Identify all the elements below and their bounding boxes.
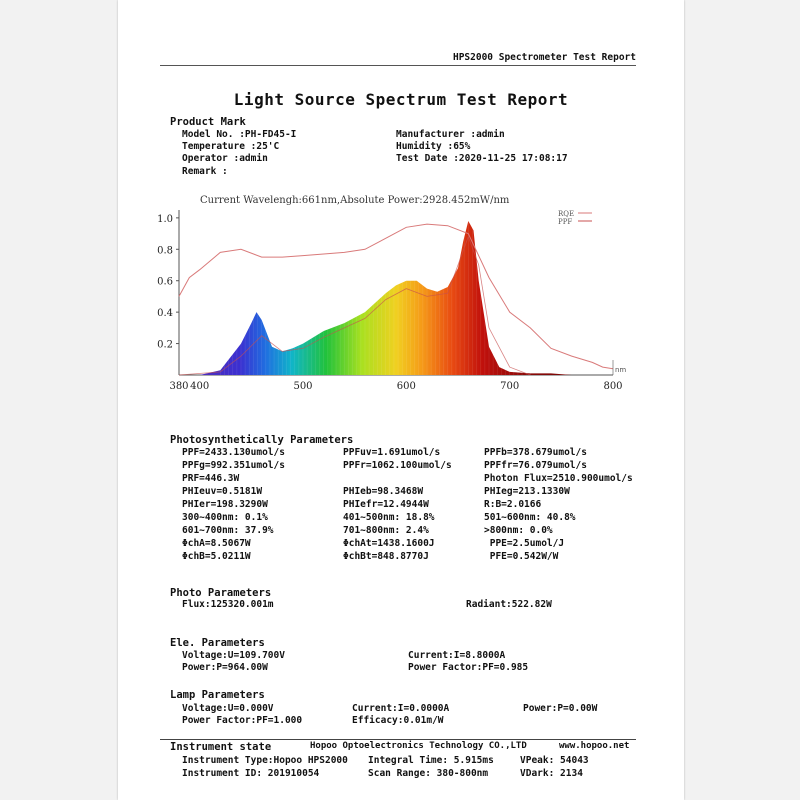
ele-power-factor: Power Factor:PF=0.985 [408, 662, 529, 673]
header-divider [160, 65, 636, 66]
photosynthetic-cell: PFE=0.542W/W [484, 551, 559, 562]
ele-power: Power:P=964.00W [182, 662, 268, 673]
chart-title: Current Wavelengh:661nm,Absolute Power:2928.452mW/nm [200, 195, 510, 206]
y-tick-label: 1.0 [157, 213, 173, 225]
photosynthetic-cell: R:B=2.0166 [484, 499, 542, 510]
photosynthetic-cell: PPFg=992.351umol/s [182, 460, 285, 471]
manufacturer: Manufacturer :admin [396, 129, 505, 140]
x-tick-label: 800 [603, 381, 623, 392]
spectrum-chart [153, 205, 653, 405]
photosynthetic-cell: >800nm: 0.0% [484, 525, 553, 536]
y-tick-label: 0.6 [157, 276, 173, 288]
radiant: Radiant:522.82W [466, 599, 552, 610]
y-tick-label: 0.4 [157, 308, 173, 320]
photosynthetic-cell: PPFfr=76.079umol/s [484, 460, 587, 471]
photosynthetic-cell: PHIeb=98.3468W [343, 486, 424, 497]
photosynthetic-cell: PHIefr=12.4944W [343, 499, 429, 510]
report-sheet [118, 0, 684, 800]
legend-label: RQE [558, 210, 575, 218]
spectrum-area [179, 210, 613, 375]
instrument-id: Instrument ID: 201910054 [182, 768, 320, 779]
photosynthetic-cell: 501~600nm: 40.8% [484, 512, 576, 523]
x-tick-label: 500 [293, 381, 313, 392]
operator: Operator :admin [182, 153, 268, 164]
photosynthetic-cell: 401~500nm: 18.8% [343, 512, 435, 523]
lamp-efficacy: Efficacy:0.01m/W [352, 715, 444, 726]
photosynthetic-cell: 701~800nm: 2.4% [343, 525, 429, 536]
instrument-type: Instrument Type:Hopoo HPS2000 [182, 755, 348, 766]
lamp-params-heading: Lamp Parameters [170, 689, 265, 701]
company-website: www.hopoo.net [559, 741, 630, 751]
lamp-current: Current:I=0.0000A [352, 703, 450, 714]
ele-current: Current:I=8.8000A [408, 650, 506, 661]
photosynthetic-cell: PPF=2433.130umol/s [182, 447, 285, 458]
lamp-power: Power:P=0.00W [523, 703, 598, 714]
photosynthetic-cell: ΦchB=5.0211W [182, 551, 251, 562]
instrument-divider [160, 739, 636, 740]
x-tick-label: 380 [169, 381, 189, 392]
photosynthetic-cell: 300~400nm: 0.1% [182, 512, 268, 523]
photosynthetic-cell: ΦchA=8.5067W [182, 538, 251, 549]
photosynthetic-cell: PHIeg=213.1330W [484, 486, 570, 497]
photosynthetic-cell: ΦchAt=1438.1600J [343, 538, 435, 549]
photosynthetic-heading: Photosynthetically Parameters [170, 434, 354, 446]
temperature: Temperature :25'C [182, 141, 280, 152]
vdark: VDark: 2134 [520, 768, 583, 779]
scan-range: Scan Range: 380-800nm [368, 768, 489, 779]
photosynthetic-cell: PPFb=378.679umol/s [484, 447, 587, 458]
spectrum-fill [179, 221, 613, 375]
ele-params-heading: Ele. Parameters [170, 637, 265, 649]
lamp-voltage: Voltage:U=0.000V [182, 703, 274, 714]
product-mark-heading: Product Mark [170, 116, 246, 128]
photosynthetic-cell: PPFuv=1.691umol/s [343, 447, 441, 458]
chart-legend [558, 210, 592, 226]
company-name: Hopoo Optoelectronics Technology CO.,LTD [310, 741, 527, 751]
photosynthetic-cell: PHIeuv=0.5181W [182, 486, 263, 497]
x-tick-label: 700 [500, 381, 520, 392]
y-tick-label: 0.2 [157, 339, 173, 351]
legend-label: PPF [558, 218, 573, 226]
instrument-heading: Instrument state [170, 741, 272, 753]
photosynthetic-cell: ΦchBt=848.8770J [343, 551, 429, 562]
photosynthetic-cell: PPFr=1062.100umol/s [343, 460, 452, 471]
y-tick-label: 0.8 [157, 245, 173, 257]
flux: Flux:125320.001m [182, 599, 274, 610]
ele-voltage: Voltage:U=109.700V [182, 650, 285, 661]
model-no: Model No. :PH-FD45-I [182, 129, 297, 140]
report-header: HPS2000 Spectrometer Test Report [452, 52, 636, 63]
lamp-power-factor: Power Factor:PF=1.000 [182, 715, 303, 726]
integral-time: Integral Time: 5.915ms [368, 755, 494, 766]
photosynthetic-cell: Photon Flux=2510.900umol/s [484, 473, 633, 484]
report-title: Light Source Spectrum Test Report [233, 90, 569, 109]
photosynthetic-cell: PPE=2.5umol/J [484, 538, 565, 549]
remark: Remark : [182, 166, 228, 177]
vpeak: VPeak: 54043 [520, 755, 589, 766]
test-date: Test Date :2020-11-25 17:08:17 [396, 153, 568, 164]
photosynthetic-cell: PHIer=198.3290W [182, 499, 268, 510]
humidity: Humidity :65% [396, 141, 471, 152]
x-tick-label: 400 [190, 381, 210, 392]
photo-params-heading: Photo Parameters [170, 587, 272, 599]
x-tick-label: 600 [396, 381, 416, 392]
x-unit-label: nm [615, 366, 627, 374]
photosynthetic-cell: 601~700nm: 37.9% [182, 525, 274, 536]
photosynthetic-cell: PRF=446.3W [182, 473, 240, 484]
